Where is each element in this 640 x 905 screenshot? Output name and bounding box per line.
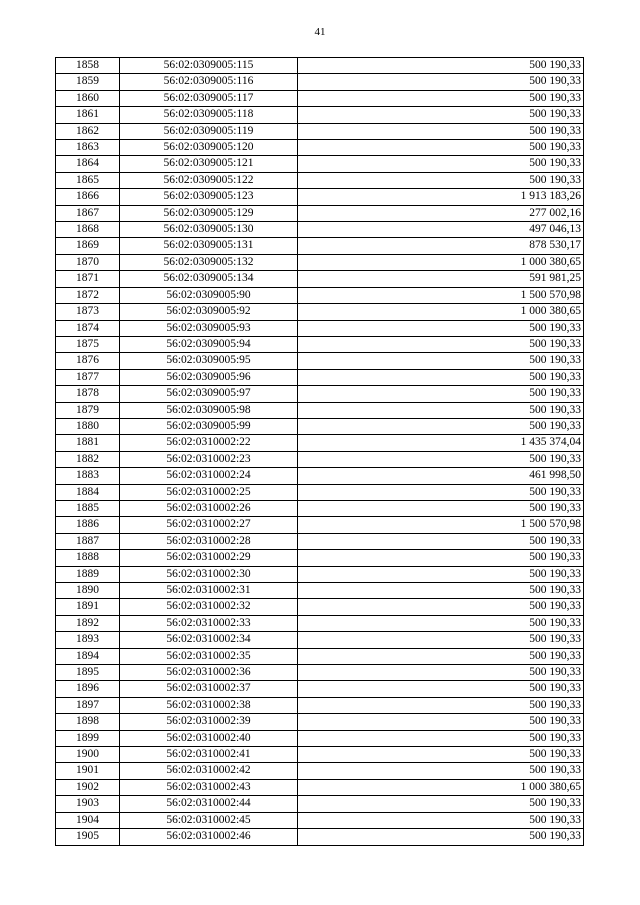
- cadastral-value-cell: 500 190,33: [298, 566, 584, 582]
- cadastral-number-cell: 56:02:0310002:35: [120, 648, 298, 664]
- row-number-cell: 1889: [56, 566, 120, 582]
- row-number-cell: 1882: [56, 451, 120, 467]
- cadastral-number-cell: 56:02:0310002:23: [120, 451, 298, 467]
- cadastral-number-cell: 56:02:0310002:31: [120, 583, 298, 599]
- cadastral-value-cell: 500 190,33: [298, 58, 584, 74]
- table-row: [56, 599, 584, 615]
- cadastral-value-cell: 500 190,33: [298, 369, 584, 385]
- row-number-cell: 1897: [56, 697, 120, 713]
- row-number-cell: 1878: [56, 386, 120, 402]
- cadastral-value-cell: 500 190,33: [298, 550, 584, 566]
- row-number-cell: 1870: [56, 254, 120, 270]
- cadastral-number-cell: 56:02:0309005:99: [120, 418, 298, 434]
- cadastral-number-cell: 56:02:0310002:29: [120, 550, 298, 566]
- cadastral-number-cell: 56:02:0310002:26: [120, 500, 298, 516]
- table-row: [56, 402, 584, 418]
- cadastral-number-cell: 56:02:0309005:97: [120, 386, 298, 402]
- row-number-cell: 1880: [56, 418, 120, 434]
- cadastral-number-cell: 56:02:0309005:94: [120, 336, 298, 352]
- cadastral-value-cell: 1 000 380,65: [298, 254, 584, 270]
- table-row: [56, 353, 584, 369]
- table-row: [56, 796, 584, 812]
- cadastral-value-cell: 500 190,33: [298, 812, 584, 828]
- table-row: [56, 90, 584, 106]
- row-number-cell: 1891: [56, 599, 120, 615]
- cadastral-number-cell: 56:02:0309005:116: [120, 74, 298, 90]
- cadastral-number-cell: 56:02:0309005:122: [120, 172, 298, 188]
- table-row: [56, 271, 584, 287]
- table-row: [56, 665, 584, 681]
- row-number-cell: 1875: [56, 336, 120, 352]
- cadastral-number-cell: 56:02:0310002:22: [120, 435, 298, 451]
- cadastral-value-cell: 500 190,33: [298, 599, 584, 615]
- cadastral-number-cell: 56:02:0310002:40: [120, 730, 298, 746]
- row-number-cell: 1900: [56, 747, 120, 763]
- cadastral-value-cell: 500 190,33: [298, 74, 584, 90]
- cadastral-number-cell: 56:02:0309005:118: [120, 107, 298, 123]
- table-row: [56, 500, 584, 516]
- row-number-cell: 1877: [56, 369, 120, 385]
- table-row: [56, 123, 584, 139]
- cadastral-value-cell: 500 190,33: [298, 632, 584, 648]
- row-number-cell: 1861: [56, 107, 120, 123]
- cadastral-number-cell: 56:02:0309005:120: [120, 140, 298, 156]
- table-row: [56, 320, 584, 336]
- table-row: [56, 829, 584, 845]
- cadastral-value-cell: 500 190,33: [298, 107, 584, 123]
- cadastral-number-cell: 56:02:0310002:46: [120, 829, 298, 845]
- row-number-cell: 1890: [56, 583, 120, 599]
- row-number-cell: 1867: [56, 205, 120, 221]
- cadastral-number-cell: 56:02:0310002:28: [120, 533, 298, 549]
- cadastral-value-cell: 500 190,33: [298, 418, 584, 434]
- cadastral-value-cell: 277 002,16: [298, 205, 584, 221]
- table-row: [56, 517, 584, 533]
- row-number-cell: 1881: [56, 435, 120, 451]
- table-row: [56, 172, 584, 188]
- row-number-cell: 1904: [56, 812, 120, 828]
- cadastral-value-cell: 1 500 570,98: [298, 287, 584, 303]
- cadastral-number-cell: 56:02:0310002:38: [120, 697, 298, 713]
- cadastral-number-cell: 56:02:0310002:39: [120, 714, 298, 730]
- cadastral-number-cell: 56:02:0310002:24: [120, 468, 298, 484]
- row-number-cell: 1883: [56, 468, 120, 484]
- cadastral-value-cell: 500 190,33: [298, 533, 584, 549]
- cadastral-number-cell: 56:02:0310002:44: [120, 796, 298, 812]
- table-row: [56, 583, 584, 599]
- row-number-cell: 1887: [56, 533, 120, 549]
- row-number-cell: 1868: [56, 222, 120, 238]
- cadastral-value-cell: 591 981,25: [298, 271, 584, 287]
- row-number-cell: 1888: [56, 550, 120, 566]
- cadastral-number-cell: 56:02:0310002:37: [120, 681, 298, 697]
- table-row: [56, 435, 584, 451]
- cadastral-value-cell: 1 435 374,04: [298, 435, 584, 451]
- table-row: [56, 74, 584, 90]
- cadastral-number-cell: 56:02:0310002:42: [120, 763, 298, 779]
- table-row: [56, 632, 584, 648]
- row-number-cell: 1858: [56, 58, 120, 74]
- row-number-cell: 1860: [56, 90, 120, 106]
- cadastral-number-cell: 56:02:0310002:32: [120, 599, 298, 615]
- table-row: [56, 304, 584, 320]
- table-row: [56, 369, 584, 385]
- cadastral-value-cell: 500 190,33: [298, 714, 584, 730]
- table-row: [56, 615, 584, 631]
- table-row: [56, 484, 584, 500]
- cadastral-number-cell: 56:02:0310002:30: [120, 566, 298, 582]
- row-number-cell: 1865: [56, 172, 120, 188]
- row-number-cell: 1873: [56, 304, 120, 320]
- cadastral-number-cell: 56:02:0310002:34: [120, 632, 298, 648]
- table-row: [56, 566, 584, 582]
- cadastral-value-cell: 500 190,33: [298, 402, 584, 418]
- cadastral-value-cell: 500 190,33: [298, 172, 584, 188]
- cadastral-number-cell: 56:02:0309005:98: [120, 402, 298, 418]
- cadastral-number-cell: 56:02:0310002:25: [120, 484, 298, 500]
- table-body: [56, 58, 584, 846]
- row-number-cell: 1893: [56, 632, 120, 648]
- table-row: [56, 140, 584, 156]
- cadastral-value-cell: 500 190,33: [298, 123, 584, 139]
- cadastral-number-cell: 56:02:0309005:90: [120, 287, 298, 303]
- table-row: [56, 189, 584, 205]
- cadastral-number-cell: 56:02:0309005:131: [120, 238, 298, 254]
- cadastral-number-cell: 56:02:0309005:134: [120, 271, 298, 287]
- row-number-cell: 1864: [56, 156, 120, 172]
- row-number-cell: 1901: [56, 763, 120, 779]
- table-row: [56, 714, 584, 730]
- table-row: [56, 336, 584, 352]
- row-number-cell: 1903: [56, 796, 120, 812]
- cadastral-number-cell: 56:02:0310002:33: [120, 615, 298, 631]
- cadastral-value-table: [55, 57, 584, 846]
- cadastral-number-cell: 56:02:0309005:96: [120, 369, 298, 385]
- table-row: [56, 533, 584, 549]
- table-row: [56, 58, 584, 74]
- cadastral-value-cell: 1 000 380,65: [298, 779, 584, 795]
- cadastral-value-cell: 1 500 570,98: [298, 517, 584, 533]
- cadastral-number-cell: 56:02:0309005:117: [120, 90, 298, 106]
- row-number-cell: 1886: [56, 517, 120, 533]
- row-number-cell: 1899: [56, 730, 120, 746]
- cadastral-number-cell: 56:02:0309005:119: [120, 123, 298, 139]
- row-number-cell: 1892: [56, 615, 120, 631]
- table-row: [56, 812, 584, 828]
- table-row: [56, 254, 584, 270]
- cadastral-value-cell: 500 190,33: [298, 320, 584, 336]
- cadastral-value-cell: 500 190,33: [298, 763, 584, 779]
- cadastral-number-cell: 56:02:0309005:121: [120, 156, 298, 172]
- cadastral-value-cell: 500 190,33: [298, 140, 584, 156]
- row-number-cell: 1871: [56, 271, 120, 287]
- cadastral-value-cell: 500 190,33: [298, 583, 584, 599]
- cadastral-value-cell: 500 190,33: [298, 615, 584, 631]
- table-row: [56, 747, 584, 763]
- cadastral-value-cell: 500 190,33: [298, 500, 584, 516]
- cadastral-value-cell: 500 190,33: [298, 747, 584, 763]
- table-row: [56, 730, 584, 746]
- row-number-cell: 1874: [56, 320, 120, 336]
- row-number-cell: 1902: [56, 779, 120, 795]
- row-number-cell: 1872: [56, 287, 120, 303]
- row-number-cell: 1898: [56, 714, 120, 730]
- cadastral-value-cell: 500 190,33: [298, 697, 584, 713]
- row-number-cell: 1895: [56, 665, 120, 681]
- cadastral-value-cell: 500 190,33: [298, 730, 584, 746]
- table-row: [56, 468, 584, 484]
- table-row: [56, 156, 584, 172]
- row-number-cell: 1863: [56, 140, 120, 156]
- cadastral-value-cell: 1 000 380,65: [298, 304, 584, 320]
- table-row: [56, 681, 584, 697]
- cadastral-value-cell: 500 190,33: [298, 829, 584, 845]
- cadastral-number-cell: 56:02:0310002:41: [120, 747, 298, 763]
- row-number-cell: 1869: [56, 238, 120, 254]
- cadastral-value-cell: 500 190,33: [298, 451, 584, 467]
- row-number-cell: 1876: [56, 353, 120, 369]
- row-number-cell: 1905: [56, 829, 120, 845]
- page-number: 41: [314, 26, 326, 38]
- cadastral-value-cell: 461 998,50: [298, 468, 584, 484]
- cadastral-number-cell: 56:02:0310002:27: [120, 517, 298, 533]
- table-row: [56, 386, 584, 402]
- table-row: [56, 763, 584, 779]
- cadastral-number-cell: 56:02:0309005:129: [120, 205, 298, 221]
- row-number-cell: 1884: [56, 484, 120, 500]
- row-number-cell: 1885: [56, 500, 120, 516]
- cadastral-value-cell: 497 046,13: [298, 222, 584, 238]
- cadastral-number-cell: 56:02:0309005:130: [120, 222, 298, 238]
- cadastral-value-cell: 500 190,33: [298, 665, 584, 681]
- table-row: [56, 550, 584, 566]
- table-row: [56, 418, 584, 434]
- table-row: [56, 451, 584, 467]
- cadastral-value-cell: 500 190,33: [298, 648, 584, 664]
- row-number-cell: 1894: [56, 648, 120, 664]
- cadastral-value-cell: 500 190,33: [298, 796, 584, 812]
- row-number-cell: 1866: [56, 189, 120, 205]
- cadastral-number-cell: 56:02:0309005:123: [120, 189, 298, 205]
- row-number-cell: 1879: [56, 402, 120, 418]
- cadastral-number-cell: 56:02:0310002:43: [120, 779, 298, 795]
- cadastral-value-cell: 878 530,17: [298, 238, 584, 254]
- cadastral-value-cell: 1 913 183,26: [298, 189, 584, 205]
- table-row: [56, 287, 584, 303]
- table-row: [56, 205, 584, 221]
- cadastral-value-cell: 500 190,33: [298, 90, 584, 106]
- cadastral-number-cell: 56:02:0309005:115: [120, 58, 298, 74]
- cadastral-number-cell: 56:02:0310002:45: [120, 812, 298, 828]
- cadastral-value-cell: 500 190,33: [298, 156, 584, 172]
- table-row: [56, 697, 584, 713]
- cadastral-number-cell: 56:02:0309005:92: [120, 304, 298, 320]
- table-row: [56, 779, 584, 795]
- row-number-cell: 1859: [56, 74, 120, 90]
- cadastral-value-cell: 500 190,33: [298, 681, 584, 697]
- cadastral-value-cell: 500 190,33: [298, 386, 584, 402]
- cadastral-number-cell: 56:02:0309005:93: [120, 320, 298, 336]
- cadastral-value-cell: 500 190,33: [298, 336, 584, 352]
- table-row: [56, 222, 584, 238]
- cadastral-number-cell: 56:02:0310002:36: [120, 665, 298, 681]
- table-row: [56, 238, 584, 254]
- cadastral-value-cell: 500 190,33: [298, 484, 584, 500]
- cadastral-number-cell: 56:02:0309005:95: [120, 353, 298, 369]
- cadastral-number-cell: 56:02:0309005:132: [120, 254, 298, 270]
- table-row: [56, 107, 584, 123]
- row-number-cell: 1862: [56, 123, 120, 139]
- row-number-cell: 1896: [56, 681, 120, 697]
- cadastral-value-cell: 500 190,33: [298, 353, 584, 369]
- table-row: [56, 648, 584, 664]
